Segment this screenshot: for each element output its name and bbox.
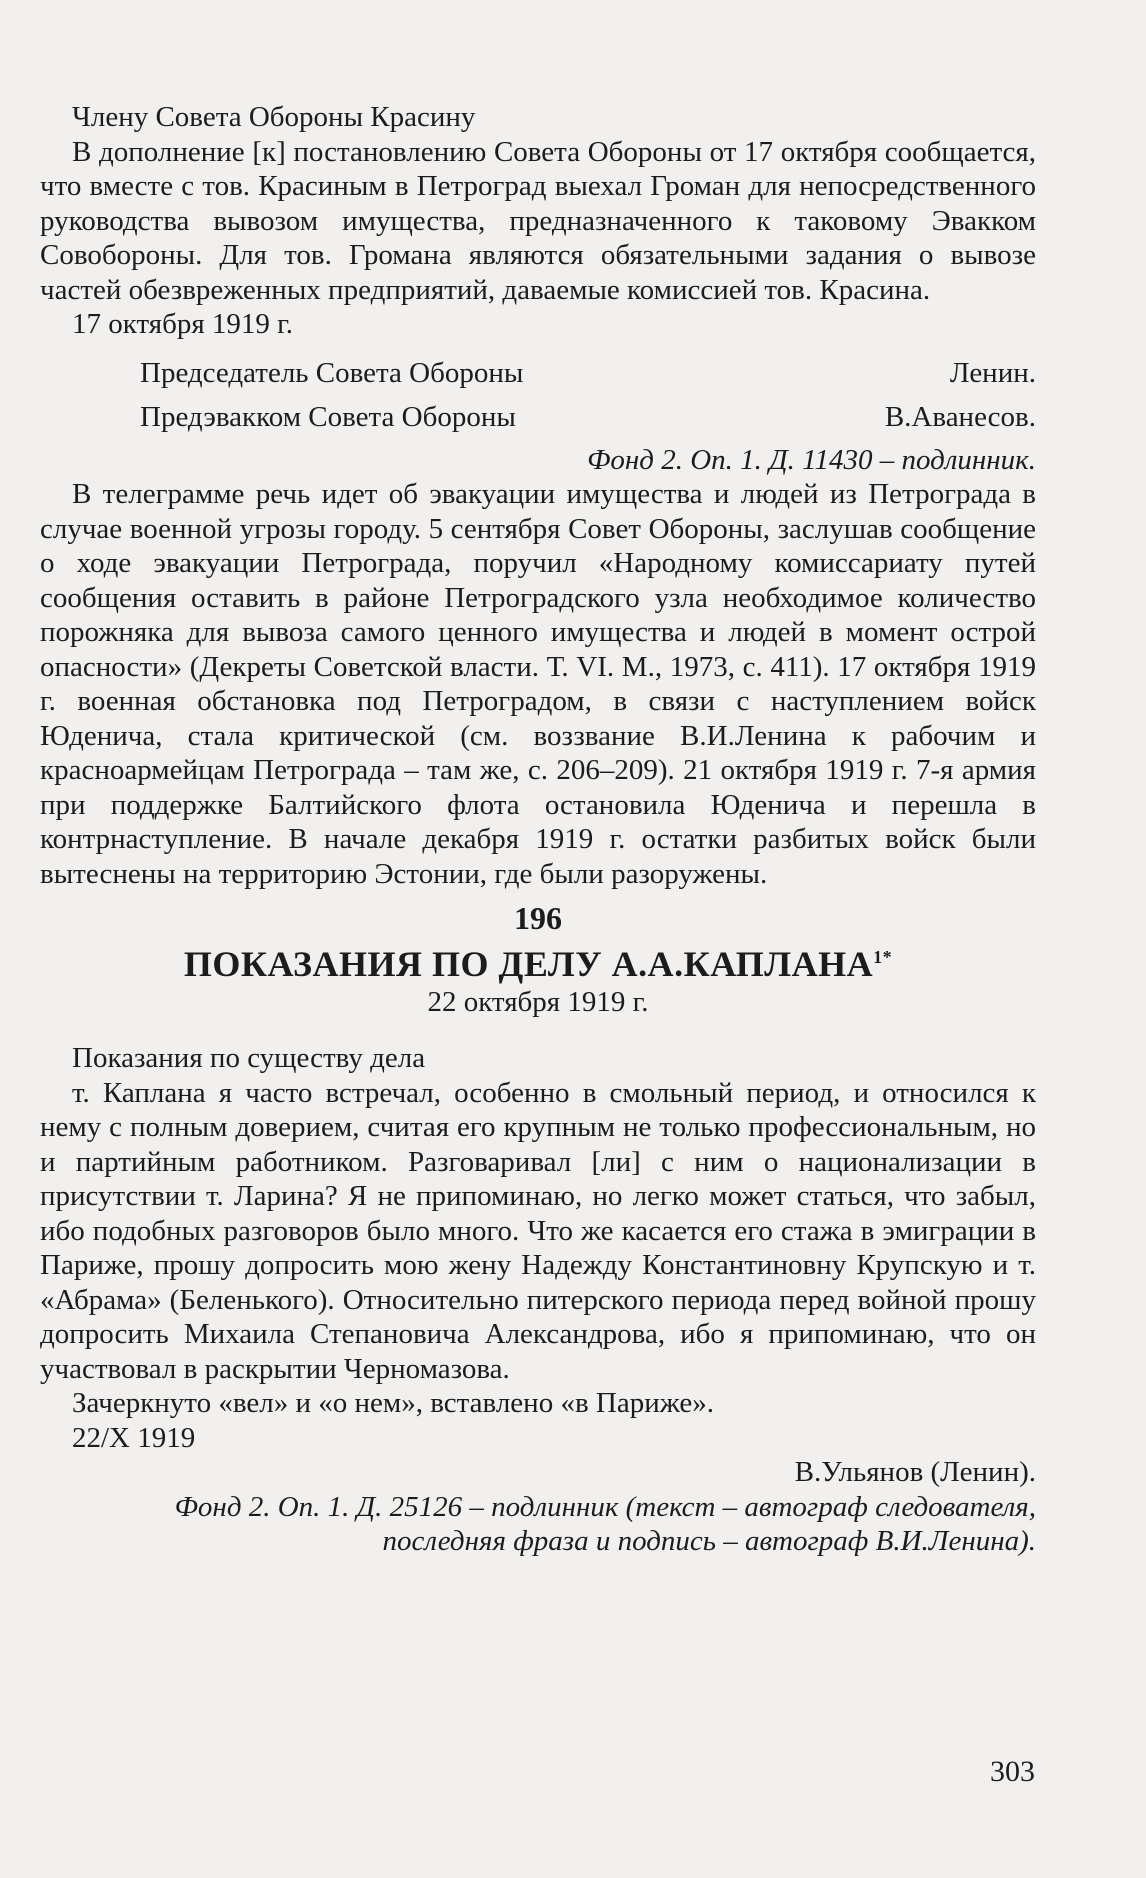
telegram-date: 17 октября 1919 г. [72, 308, 294, 340]
footnote-mark: 1* [873, 946, 893, 967]
archive-source-2-line-2: последняя фраза и подпись – автограф В.И.Ленина). [382, 1525, 1036, 1557]
testimony-heading: Показания по существу дела [72, 1042, 426, 1074]
document-title [40, 936, 1036, 985]
archive-source-1: Фонд 2. Оп. 1. Д. 11430 – подлинник. [587, 443, 1036, 476]
correction-note: Зачеркнуто «вел» и «о нем», вставлено «в Париже». [72, 1387, 714, 1419]
testimony-signature: В.Ульянов (Ленин). [794, 1456, 1036, 1488]
signature-title-2: Предэвакком Совета Обороны [140, 401, 516, 433]
editorial-note: В телеграмме речь идет об эвакуации имущества и людей из Петрограда в случае военной угрозы городу. 5 сентября Совет Обороны, заслушав сообщение о ходе эвакуации Петрограда, поручил «Народному комиссариату путей сообщения оставить в районе Петроградского узла необходимое количество порожняка для вывоза самого ценного имущества и людей в момент острой опасности» (Декреты Советской власти. Т. VI. М., 1973, с. 411). 17 октября 1919 г. военная обстановка под Петроградом, в связи с наступлением войск Юденича, стала критической (см. воззвание В.И.Ленина к рабочим и красноармейцам Петрограда – там же, с. 206–209). 21 октября 1919 г. 7-я армия при поддержке Балтийского флота остановила Юденича и перешла в контрнаступление. В начале декабря 1919 г. остатки разбитых войск были вытеснены на территорию Эстонии, где были разоружены. [40, 478, 1036, 890]
addressee: Члену Совета Обороны Красину [72, 101, 476, 133]
telegram-body: В дополнение [к] постановлению Совета Обороны от 17 октября сообщается, что вместе с тов. Красиным в Петроград выехал Громан для непосредственного руководства вывозом имущества, предназначенного к таковому Эвакком Совобороны. Для тов. Громана являются обязательными задания о вывозе частей обезвреженных предприятий, даваемые комиссией тов. Красина. [40, 135, 1036, 306]
archive-source-2-line-1: Фонд 2. Оп. 1. Д. 25126 – подлинник (текст – автограф следователя, [174, 1490, 1036, 1523]
page-number: 303 [990, 1755, 1035, 1788]
testimony-body: т. Каплана я часто встречал, особенно в смольный период, и относился к нему с полным доверием, считая его крупным не только профессиональным, но и партийным работником. Разговаривал [ли] с ним о национализации в присутствии т. Ларина? Я не припоминаю, но легко может статься, что забыл, ибо подобных разговоров было много. Что же касается его стажа в эмиграции в Париже, прошу допросить мою жену Надежду Константиновну Крупскую и т. «Абрама» (Беленького). Относительно питерского периода перед войной прошу допросить Михаила Степановича Александрова, ибо я припоминаю, что он участвовал в раскрытии Черномазова. [40, 1076, 1036, 1385]
testimony-date: 22/X 1919 [72, 1421, 196, 1454]
document-title-text: ПОКАЗАНИЯ ПО ДЕЛУ А.А.КАПЛАНА [183, 943, 874, 984]
signature-row-2 [40, 400, 1036, 435]
signature-title-1: Председатель Совета Обороны [140, 356, 524, 389]
signature-name-1: Ленин. [949, 356, 1036, 389]
document-page [40, 100, 1036, 1559]
document-date: 22 октября 1919 г. [427, 985, 649, 1018]
document-number: 196 [514, 900, 562, 936]
signature-row-1 [40, 356, 1036, 391]
signature-name-2: В.Аванесов. [884, 401, 1036, 433]
